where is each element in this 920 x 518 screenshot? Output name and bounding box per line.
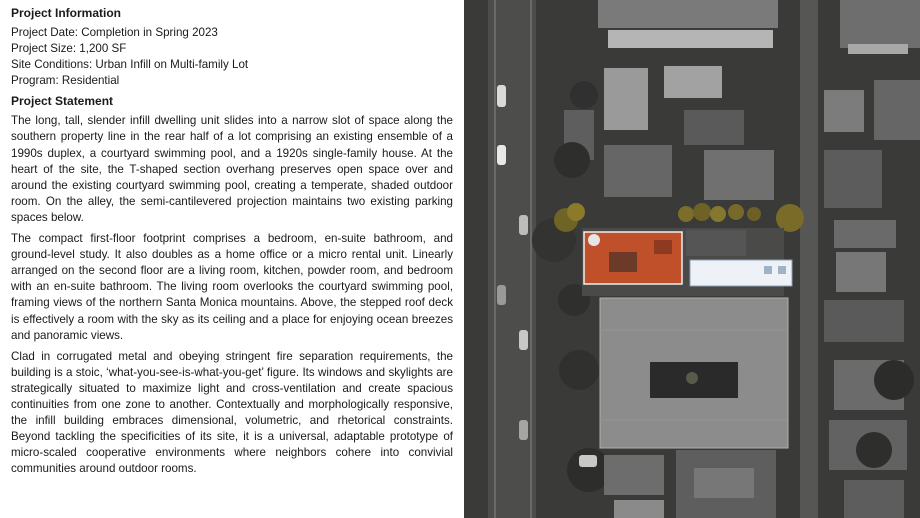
text-column bbox=[11, 5, 453, 482]
project-statement-heading: Project Statement bbox=[11, 94, 114, 109]
statement-paragraph: The compact first-floor footprint comprises a bedroom, en-suite bathroom, and ground-level study. It also doubles as a home office or a micro rental unit. Linearly arranged on the second floor are a living room, kitchen, powder room, and bedroom with an en-suite bathroom. The living room overlooks the courtyard swimming pool, framing views of the northern Santa Monica mountains. Above, the stepped roof deck is effectively a room with the sky as its ceiling and a place for enjoying ocean breezes and panoramic views. bbox=[11, 232, 453, 342]
statement-paragraph: The long, tall, slender infill dwelling unit slides into a narrow slot of space along the southern property line in the rear half of a lot comprising an existing ensemble of a 1990s duplex, a courtyard swimming pool, and a 1920s single-family house. At the heart of the site, the T-shaped section overhang preserves open space over and around the existing courtyard swimming pool, creating a temperate, shaded outdoor room. On the alley, the semi-cantilevered projection maintains two existing parking spaces below. bbox=[11, 114, 453, 224]
project-date: Project Date: Completion in Spring 2023 bbox=[11, 26, 218, 39]
project-information bbox=[11, 5, 453, 89]
program: Program: Residential bbox=[11, 74, 120, 88]
statement-paragraph: Clad in corrugated metal and obeying stringent fire separation requirements, the building is a stoic, ‘what-you-see-is-what-you-get’ figure. Its windows and skylights are strategically situated to maximize light and cross-ventilation and create spacious continuities from one zone to another. Contextually and morphologically responsive, the infill building embraces dimensional, volumetric, and rhetorical constraints. Beyond tackling the specificities of its site, it is a universal, adaptable prototype of micro-scaled cooperative environments where neighbors cohere into convivial communities around outdoor rooms. bbox=[11, 349, 453, 476]
aerial-site-photo bbox=[464, 0, 920, 518]
project-information-heading: Project Information bbox=[11, 6, 122, 20]
project-size: Project Size: 1,200 SF bbox=[11, 42, 127, 56]
project-statement bbox=[11, 93, 453, 477]
site-conditions: Site Conditions: Urban Infill on Multi-family Lot bbox=[11, 58, 249, 72]
